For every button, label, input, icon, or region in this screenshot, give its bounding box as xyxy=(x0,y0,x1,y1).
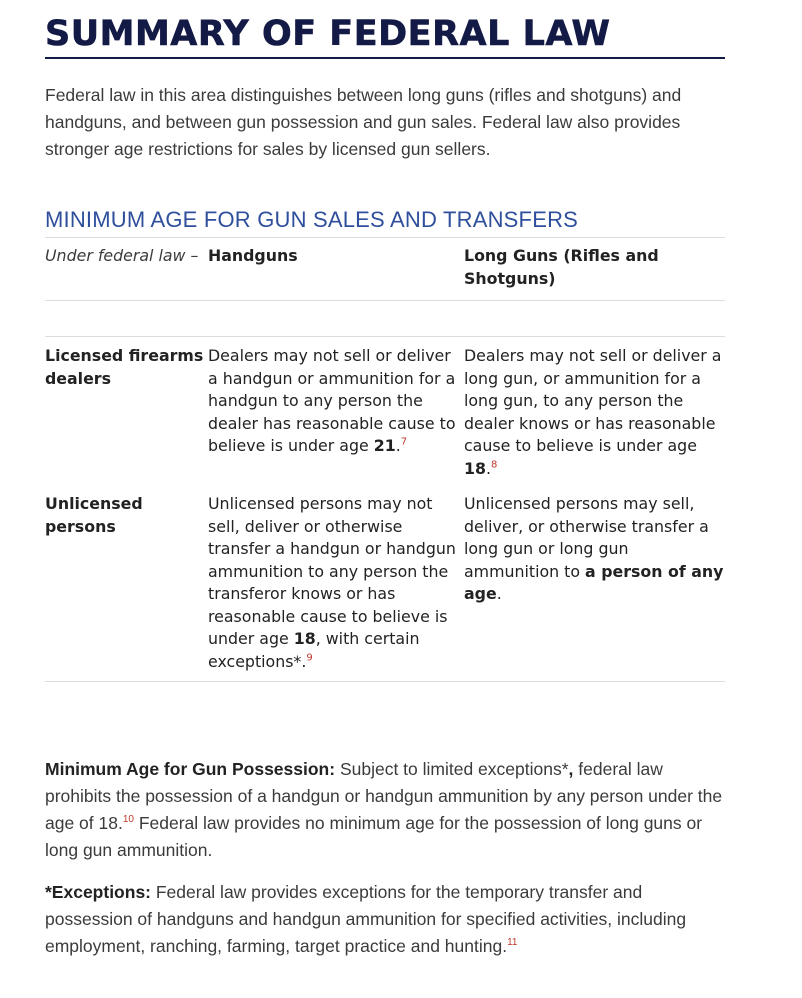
footnote-ref[interactable]: 8 xyxy=(491,459,498,471)
age-table xyxy=(45,237,725,682)
age-value: 21 xyxy=(373,436,396,455)
footnote-ref[interactable]: 7 xyxy=(400,436,408,448)
unlicensed-long-guns-cell: Unlicensed persons may sell, deliver, or otherwise transfer a long gun or long gun ammunition to a person of any age. xyxy=(464,493,725,682)
section-title: MINIMUM AGE FOR GUN SALES AND TRANSFERS xyxy=(45,207,579,232)
licensed-long-guns-cell: Dealers may not sell or deliver a long gun, or ammunition for a long gun, to any person the dealer knows or has reasonable cause to believe is under age 18.$^8$ xyxy=(464,337,725,494)
header-under-federal-law: Under federal law – xyxy=(45,246,199,265)
table-spacer-row xyxy=(45,301,725,337)
table-header-row xyxy=(45,238,725,301)
table-row xyxy=(45,337,725,494)
footnote-ref[interactable]: 10 xyxy=(122,814,134,826)
table-row xyxy=(45,493,725,682)
title-divider xyxy=(45,57,725,59)
row-label-unlicensed-persons: Unlicensed persons xyxy=(45,494,143,536)
header-long-guns: Long Guns (Rifles and Shotguns) xyxy=(464,246,659,288)
row-label-licensed-dealers: Licensed firearms dealers xyxy=(45,346,204,388)
intro-paragraph: Federal law in this area distinguishes between long guns (rifles and shotguns) and handguns, and between gun possession and gun sales. Federal law also provides stronger age restrictions for sales by licensed gun sellers. xyxy=(45,85,682,159)
footnote-ref[interactable]: 11 xyxy=(507,937,518,949)
page-title: SUMMARY OF FEDERAL LAW xyxy=(45,14,611,54)
licensed-handguns-cell: Dealers may not sell or deliver a handgun or ammunition for a handgun to any person the dealer has reasonable cause to believe is under age 21.$^7$ xyxy=(208,337,464,494)
header-handguns: Handguns xyxy=(208,246,298,265)
unlicensed-handguns-cell: Unlicensed persons may not sell, deliver or otherwise transfer a handgun or handgun ammunition to any person the transferor knows or has reasonable cause to believe is under age 18, with certain exceptions*.$^9$ xyxy=(208,493,464,682)
age-value: 18 xyxy=(293,629,316,648)
exceptions-label: *Exceptions: xyxy=(45,882,151,902)
age-value: 18 xyxy=(464,458,486,478)
footnote-ref[interactable]: 9 xyxy=(306,652,313,664)
possession-paragraph: Minimum Age for Gun Possession: Subject to limited exceptions*, federal law prohibits the possession of a handgun or handgun ammunition by any person under the age of 18.10 Federal law provides no minimum age for the possession of long guns or long gun ammunition. xyxy=(45,759,723,860)
possession-label: Minimum Age for Gun Possession: xyxy=(45,759,336,779)
emphasis-any-age: a person of any age xyxy=(464,561,724,603)
page-content xyxy=(45,0,725,960)
exceptions-paragraph: *Exceptions: Federal law provides exceptions for the temporary transfer and possession of handguns and handgun ammunition for specified activities, including employment, ranching, farming, target practice and hunting.$^{11}$ xyxy=(45,882,687,956)
